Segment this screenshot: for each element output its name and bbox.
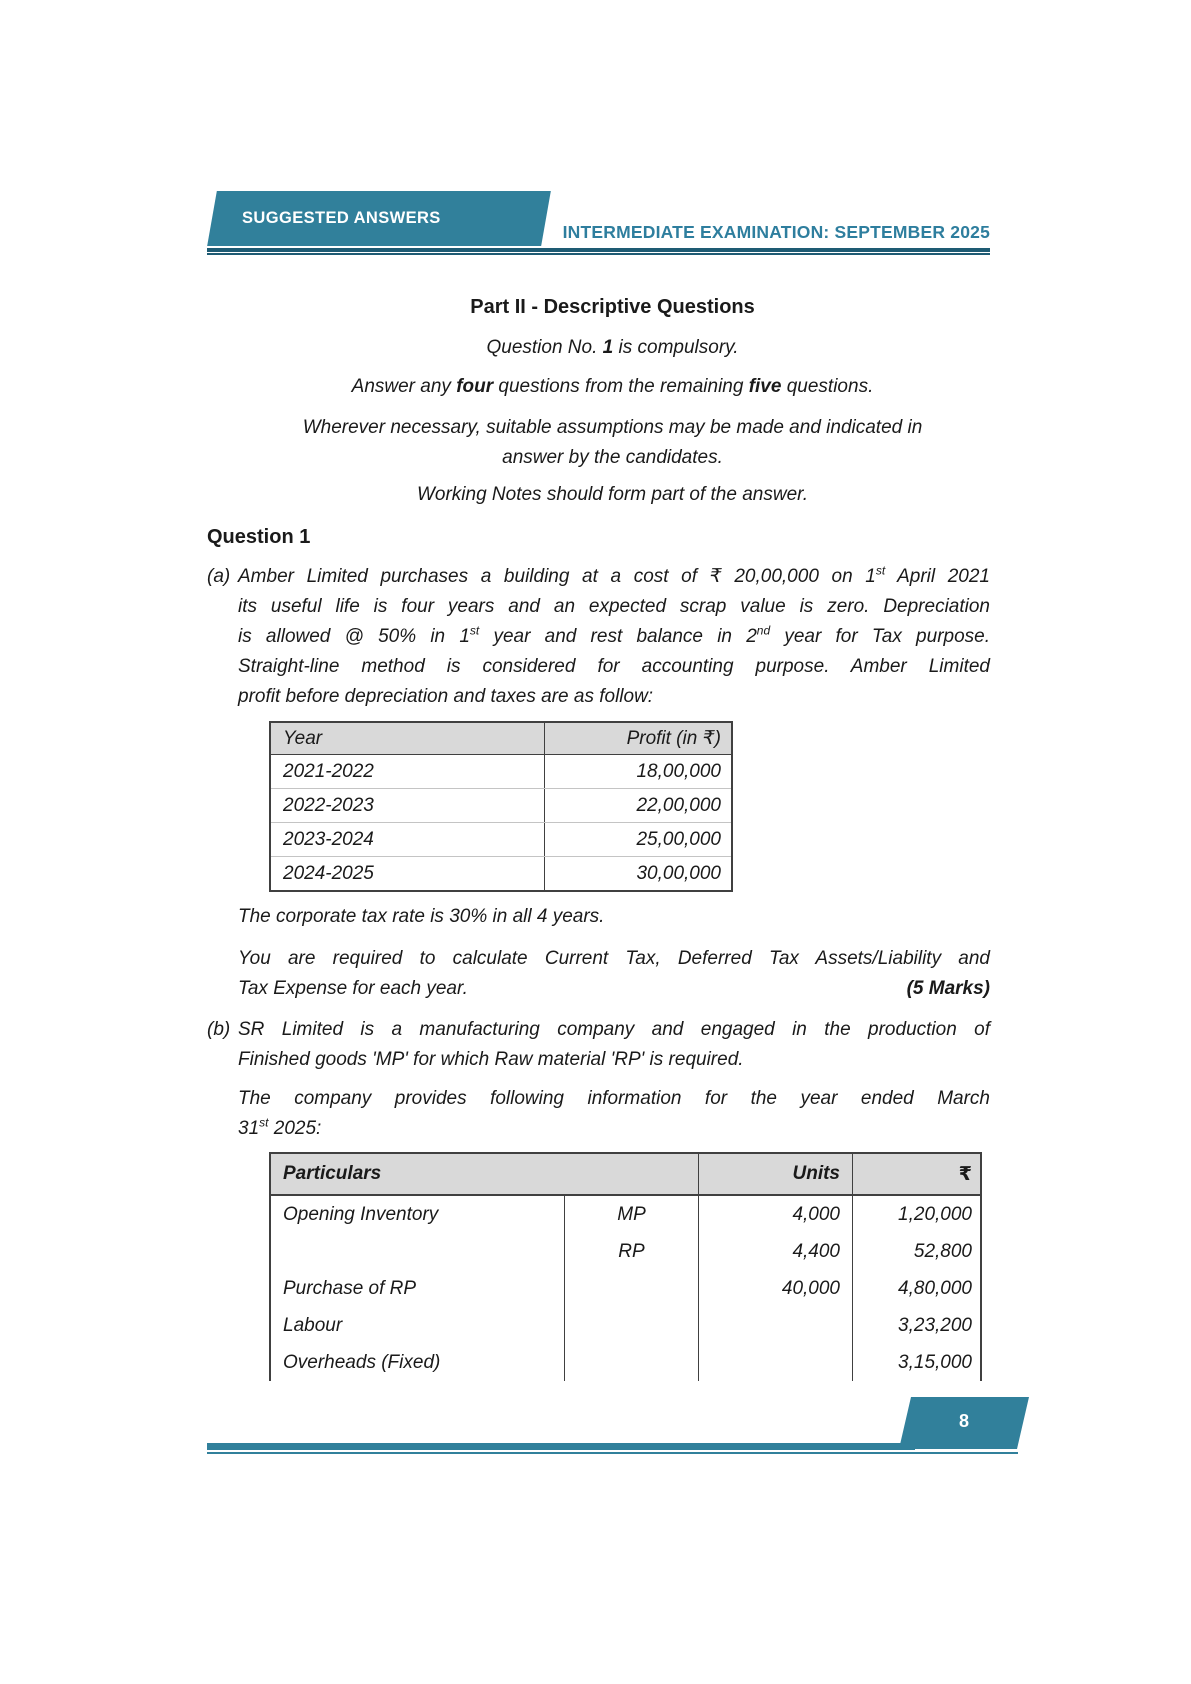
table-row (271, 856, 731, 890)
instruction-answer-any: Answer any four questions from the remaining five questions. (351, 376, 874, 397)
table-cell-particulars: Overheads (Fixed) (283, 1351, 441, 1373)
particulars-table (269, 1152, 982, 1381)
table-cell-amount: 3,15,000 (852, 1344, 984, 1381)
units-header-cell: Units (698, 1154, 852, 1194)
table-cell-particulars (271, 1233, 564, 1270)
profit-table-header-row (271, 723, 731, 755)
instruction-assumptions (237, 413, 988, 473)
table-row (271, 822, 731, 856)
part-a-text-line: Amber Limited purchases a building at a cost of ₹ 20,00,000 on 1st April 2021 (238, 563, 990, 587)
table-row (271, 1196, 980, 1233)
company-info-line: 31st 2025: (238, 1115, 322, 1139)
table-cell-item (564, 1307, 698, 1344)
part-a-text-line: Straight-line method is considered for accounting purpose. Amber Limited (238, 656, 990, 677)
instruction-assumptions-line1: Wherever necessary, suitable assumptions may be made and indicated in (302, 417, 923, 438)
table-cell-item (564, 1270, 698, 1307)
table-cell-profit: 18,00,000 (544, 755, 731, 788)
instruction-working-notes: Working Notes should form part of the answer. (416, 484, 809, 505)
part-a-text (238, 562, 990, 712)
page-number: 8 (958, 1411, 969, 1431)
table-cell-item: RP (564, 1233, 698, 1270)
header-rule (207, 248, 990, 255)
header-banner-label: SUGGESTED ANSWERS (242, 209, 441, 227)
company-info-text (238, 1084, 990, 1144)
particulars-header-cell: Particulars (283, 1163, 382, 1184)
table-row (271, 755, 731, 788)
marks-label: (5 Marks) (906, 978, 990, 999)
part-a-text-line: profit before depreciation and taxes are as follow: (238, 686, 654, 707)
requirement-line: You are required to calculate Current Tax, Deferred Tax Assets/Liability and (238, 948, 990, 969)
company-info-line: The company provides following information for the year ended March (238, 1088, 990, 1109)
table-cell-units: 4,400 (698, 1233, 852, 1270)
part-b-label: (b) (207, 1019, 231, 1040)
rupee-header-cell: ₹ (852, 1154, 984, 1194)
table-cell-year: 2021-2022 (283, 760, 374, 782)
table-cell-year: 2024-2025 (283, 862, 374, 884)
section-title: Part II - Descriptive Questions (470, 296, 755, 318)
table-cell-profit: 25,00,000 (544, 823, 731, 856)
question-1-heading: Question 1 (207, 526, 311, 548)
table-row (271, 1233, 980, 1270)
table-row (271, 1307, 980, 1344)
note-corporate-tax: The corporate tax rate is 30% in all 4 years. (238, 906, 605, 927)
part-a-text-line: is allowed @ 50% in 1st year and rest balance in 2nd year for Tax purpose. (238, 623, 991, 647)
table-cell-units (698, 1344, 852, 1381)
table-cell-amount: 4,80,000 (852, 1270, 984, 1307)
instruction-assumptions-line2: answer by the candidates. (502, 447, 723, 468)
table-cell-item: MP (564, 1196, 698, 1233)
table-cell-units: 4,000 (698, 1196, 852, 1233)
part-a-label: (a) (207, 566, 231, 587)
part-b-text-line: SR Limited is a manufacturing company and engaged in the production of (238, 1019, 990, 1040)
profit-table-header-profit: Profit (in ₹) (544, 723, 731, 754)
table-cell-units: 40,000 (698, 1270, 852, 1307)
part-a-text-line: its useful life is four years and an expected scrap value is zero. Depreciation (238, 596, 990, 617)
table-cell-item (564, 1344, 698, 1381)
table-cell-amount: 3,23,200 (852, 1307, 984, 1344)
table-cell-amount: 52,800 (852, 1233, 984, 1270)
table-cell-particulars: Labour (283, 1314, 343, 1336)
table-cell-particulars: Opening Inventory (283, 1203, 439, 1225)
particulars-table-header-row (271, 1154, 980, 1196)
table-cell-year: 2022-2023 (283, 794, 374, 816)
table-row (271, 788, 731, 822)
table-cell-particulars: Purchase of RP (283, 1277, 417, 1299)
header-exam-title: INTERMEDIATE EXAMINATION: SEPTEMBER 2025 (562, 221, 990, 242)
table-cell-units (698, 1307, 852, 1344)
table-cell-profit: 30,00,000 (544, 857, 731, 890)
instruction-compulsory: Question No. 1 is compulsory. (486, 337, 739, 358)
profit-table-body (271, 755, 731, 890)
requirement-text (238, 944, 990, 1004)
table-cell-profit: 22,00,000 (544, 789, 731, 822)
table-cell-year: 2023-2024 (283, 828, 374, 850)
footer-thin-line (207, 1452, 1018, 1454)
footer-bar (207, 1443, 915, 1450)
part-b-text-line: Finished goods 'MP' for which Raw material 'RP' is required. (238, 1049, 744, 1070)
requirement-line: Tax Expense for each year. (238, 978, 468, 999)
table-cell-amount: 1,20,000 (852, 1196, 984, 1233)
part-b-text (238, 1015, 990, 1075)
table-row (271, 1344, 980, 1381)
profit-table-header-year: Year (283, 727, 323, 749)
profit-table (269, 721, 733, 892)
table-row (271, 1270, 980, 1307)
